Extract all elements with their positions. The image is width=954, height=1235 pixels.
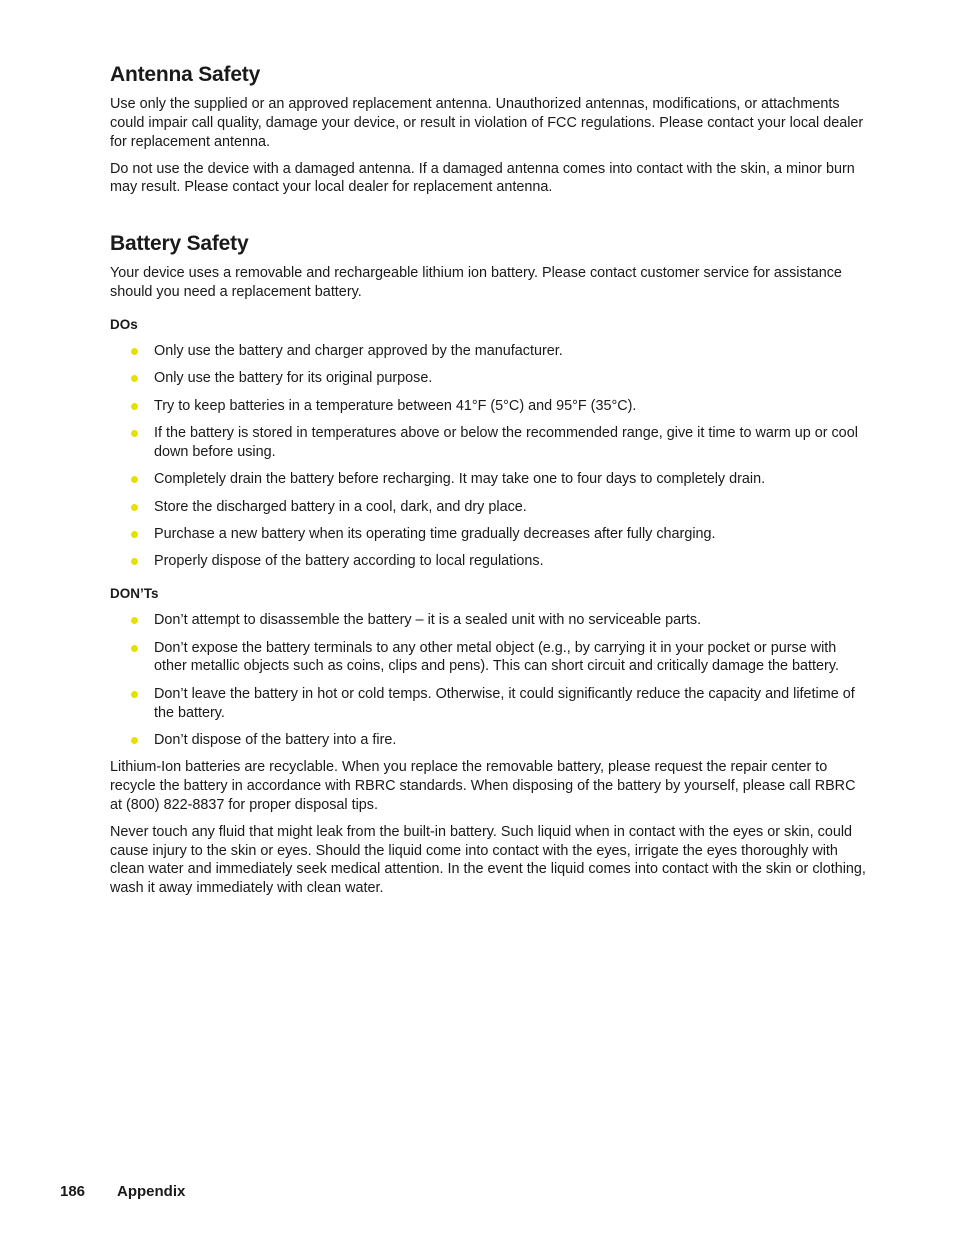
list-item [110, 685, 868, 723]
list-item [110, 369, 868, 388]
list-item-text: Only use the battery for its original purpose. [154, 370, 433, 387]
list-item [110, 552, 868, 571]
bullet-icon [131, 558, 138, 565]
page-footer [60, 1183, 185, 1200]
footer-section-title: Appendix [117, 1183, 186, 1200]
list-item-text: Don’t leave the battery in hot or cold temps. Otherwise, it could significantly reduce the capacity and lifetime of the battery. [154, 685, 855, 721]
bullet-icon [131, 691, 138, 698]
list-item [110, 639, 868, 677]
antenna-paragraph-1: Use only the supplied or an approved replacement antenna. Unauthorized antennas, modifications, or attachments could impair call quality, damage your device, or result in violation of FCC regulations. Please contact your local dealer for replacement antenna. [110, 96, 864, 150]
list-item-text: Completely drain the battery before recharging. It may take one to four days to completely drain. [154, 471, 766, 488]
list-item [110, 470, 868, 489]
list-item [110, 731, 868, 750]
dos-heading: DOs [110, 316, 138, 332]
list-item [110, 525, 868, 544]
dos-list [110, 342, 868, 571]
bullet-icon [131, 375, 138, 382]
bullet-icon [131, 504, 138, 511]
bullet-icon [131, 348, 138, 355]
list-item-text: Don’t attempt to disassemble the battery – it is a sealed unit with no serviceable parts. [154, 612, 702, 629]
bullet-icon [131, 645, 138, 652]
page-number: 186 [60, 1183, 86, 1200]
bullet-icon [131, 737, 138, 744]
list-item-text: Don’t dispose of the battery into a fire. [154, 732, 397, 749]
page-content [110, 62, 868, 906]
list-item [110, 424, 868, 462]
list-item [110, 342, 868, 361]
list-item-text: Don’t expose the battery terminals to any other metal object (e.g., by carrying it in your pocket or purse with other metallic objects such as coins, clips and pens). This can short circuit and critically damage the battery. [154, 639, 839, 675]
bullet-icon [131, 531, 138, 538]
battery-intro: Your device uses a removable and rechargeable lithium ion battery. Please contact customer service for assistance should you need a replacement battery. [110, 265, 842, 301]
donts-list [110, 611, 868, 750]
list-item [110, 498, 868, 517]
list-item-text: Purchase a new battery when its operating time gradually decreases after fully charging. [154, 526, 716, 543]
list-item [110, 397, 868, 416]
battery-safety-heading: Battery Safety [110, 232, 249, 256]
list-item-text: Only use the battery and charger approved by the manufacturer. [154, 342, 563, 359]
list-item-text: Store the discharged battery in a cool, dark, and dry place. [154, 498, 527, 515]
bullet-icon [131, 617, 138, 624]
recycling-paragraph: Lithium-Ion batteries are recyclable. When you replace the removable battery, please request the repair center to recycle the battery in accordance with RBRC standards. When disposing of the battery by yourself, please call RBRC at (800) 822-8837 for proper disposal tips. [110, 759, 856, 814]
list-item-text: Properly dispose of the battery according to local regulations. [154, 553, 544, 570]
antenna-safety-heading: Antenna Safety [110, 63, 261, 86]
bullet-icon [131, 430, 138, 437]
list-item-text: If the battery is stored in temperatures above or below the recommended range, give it time to warm up or cool down before using. [154, 425, 858, 460]
list-item [110, 611, 868, 630]
donts-heading: DON’Ts [110, 586, 159, 602]
bullet-icon [131, 403, 138, 410]
fluid-warning-paragraph: Never touch any fluid that might leak from the built-in battery. Such liquid when in contact with the eyes or skin, could cause injury to the skin or eyes. Should the liquid come into contact with the eyes, irrigate the eyes thoroughly with clean water and immediately seek medical attention. In the event the liquid comes into contact with the skin or clothing, wash it away immediately with clean water. [110, 823, 866, 897]
list-item-text: Try to keep batteries in a temperature between 41°F (5°C) and 95°F (35°C). [154, 397, 637, 414]
antenna-paragraph-2: Do not use the device with a damaged antenna. If a damaged antenna comes into contact with the skin, a minor burn may result. Please contact your local dealer for replacement antenna. [110, 160, 855, 196]
bullet-icon [131, 476, 138, 483]
